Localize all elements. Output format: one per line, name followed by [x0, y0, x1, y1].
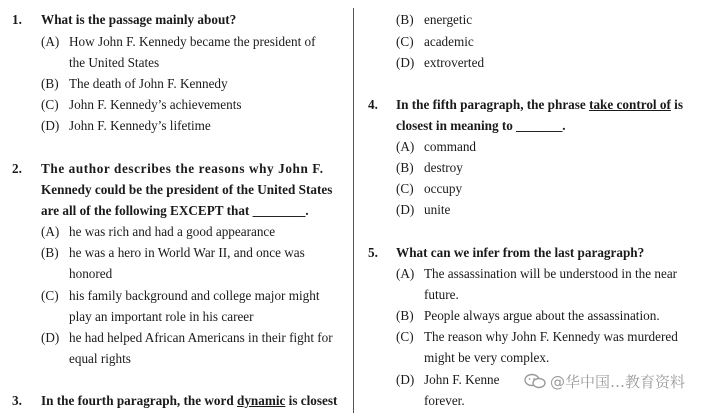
q3-option-b-text: energetic: [424, 12, 473, 27]
q2-option-a-text: he was rich and had a good appearance: [69, 224, 276, 239]
column-divider: [353, 8, 354, 413]
q5-option-c-text: The reason why John F. Kennedy was murdered: [424, 329, 678, 344]
q1-option-c-letter: (C): [41, 97, 59, 112]
q3-stem-after: is closest: [285, 393, 338, 408]
q5-option-a-text-cont: future.: [424, 287, 459, 302]
q1-number: 1.: [12, 12, 22, 27]
q4-stem-line-2: closest in meaning to _______.: [396, 118, 566, 133]
q2-option-d-text: he had helped African Americans in their fight for: [69, 330, 333, 345]
q3-option-c-letter: (C): [396, 34, 414, 49]
q4-stem-after: is: [670, 97, 683, 112]
watermark: [524, 369, 714, 393]
q2-option-b-text: he was a hero in World War II, and once was: [69, 245, 305, 260]
q4-stem-before: In the fifth paragraph, the phrase: [396, 97, 590, 112]
q3-number: 3.: [12, 393, 22, 408]
q2-option-c-letter: (C): [41, 288, 59, 303]
q4-stem-line-1: [396, 96, 683, 114]
q4-option-d-text: unite: [424, 202, 451, 217]
q4-option-c-letter: (C): [396, 181, 414, 196]
q1-stem: What is the passage mainly about?: [41, 12, 237, 27]
q2-option-d-text-cont: equal rights: [69, 351, 131, 366]
q2-option-c-text-cont: play an important role in his career: [69, 309, 254, 324]
q5-stem: What can we infer from the last paragraph?: [396, 245, 645, 260]
q5-option-c-text-cont: might be very complex.: [424, 350, 550, 365]
q1-option-c-text: John F. Kennedy’s achievements: [69, 97, 242, 112]
q3-option-b-letter: (B): [396, 12, 414, 27]
q4-option-b-text: destroy: [424, 160, 463, 175]
q1-option-d-letter: (D): [41, 118, 60, 133]
q3-option-d-text: extroverted: [424, 55, 485, 70]
q5-option-a-letter: (A): [396, 266, 415, 281]
q2-option-b-text-cont: honored: [69, 266, 113, 281]
wechat-icon: [524, 373, 546, 389]
q5-option-d-text-cont: forever.: [424, 393, 465, 408]
q1-option-b-letter: (B): [41, 76, 59, 91]
q1-option-a-text: How John F. Kennedy became the president of: [69, 34, 316, 49]
q2-option-a-letter: (A): [41, 224, 60, 239]
q3-stem-term: dynamic: [237, 393, 286, 408]
q4-option-a-letter: (A): [396, 139, 415, 154]
q5-option-d-text: John F. Kenne: [424, 372, 500, 387]
watermark-text: @华中国…教育资料: [550, 372, 686, 391]
q2-option-d-letter: (D): [41, 330, 60, 345]
q5-option-d-letter: (D): [396, 372, 415, 387]
q3-stem-before: In the fourth paragraph, the word: [41, 393, 237, 408]
q5-number: 5.: [368, 245, 378, 260]
q3-option-c-text: academic: [424, 34, 474, 49]
q1-option-b-text: The death of John F. Kennedy: [69, 76, 228, 91]
q2-number: 2.: [12, 161, 22, 176]
q5-option-b-text: People always argue about the assassination.: [424, 308, 660, 323]
q2-option-c-text: his family background and college major might: [69, 288, 320, 303]
q3-stem: [41, 392, 337, 410]
q1-option-a-text-cont: the United States: [69, 55, 160, 70]
q2-stem-line-2: Kennedy could be the president of the United States: [41, 182, 333, 197]
q4-option-a-text: command: [424, 139, 477, 154]
q1-option-d-text: John F. Kennedy’s lifetime: [69, 118, 211, 133]
q2-stem-line-3: are all of the following EXCEPT that ________.: [41, 203, 309, 218]
q4-option-d-letter: (D): [396, 202, 415, 217]
q4-option-c-text: occupy: [424, 181, 463, 196]
q4-stem-term: take control of: [589, 97, 671, 112]
q5-option-c-letter: (C): [396, 329, 414, 344]
q4-number: 4.: [368, 97, 378, 112]
q5-option-a-text: The assassination will be understood in the near: [424, 266, 678, 281]
q5-option-b-letter: (B): [396, 308, 414, 323]
q1-option-a-letter: (A): [41, 34, 60, 49]
q4-option-b-letter: (B): [396, 160, 414, 175]
q2-stem-line-1: The author describes the reasons why John F.: [41, 161, 324, 176]
q2-option-b-letter: (B): [41, 245, 59, 260]
q3-option-d-letter: (D): [396, 55, 415, 70]
